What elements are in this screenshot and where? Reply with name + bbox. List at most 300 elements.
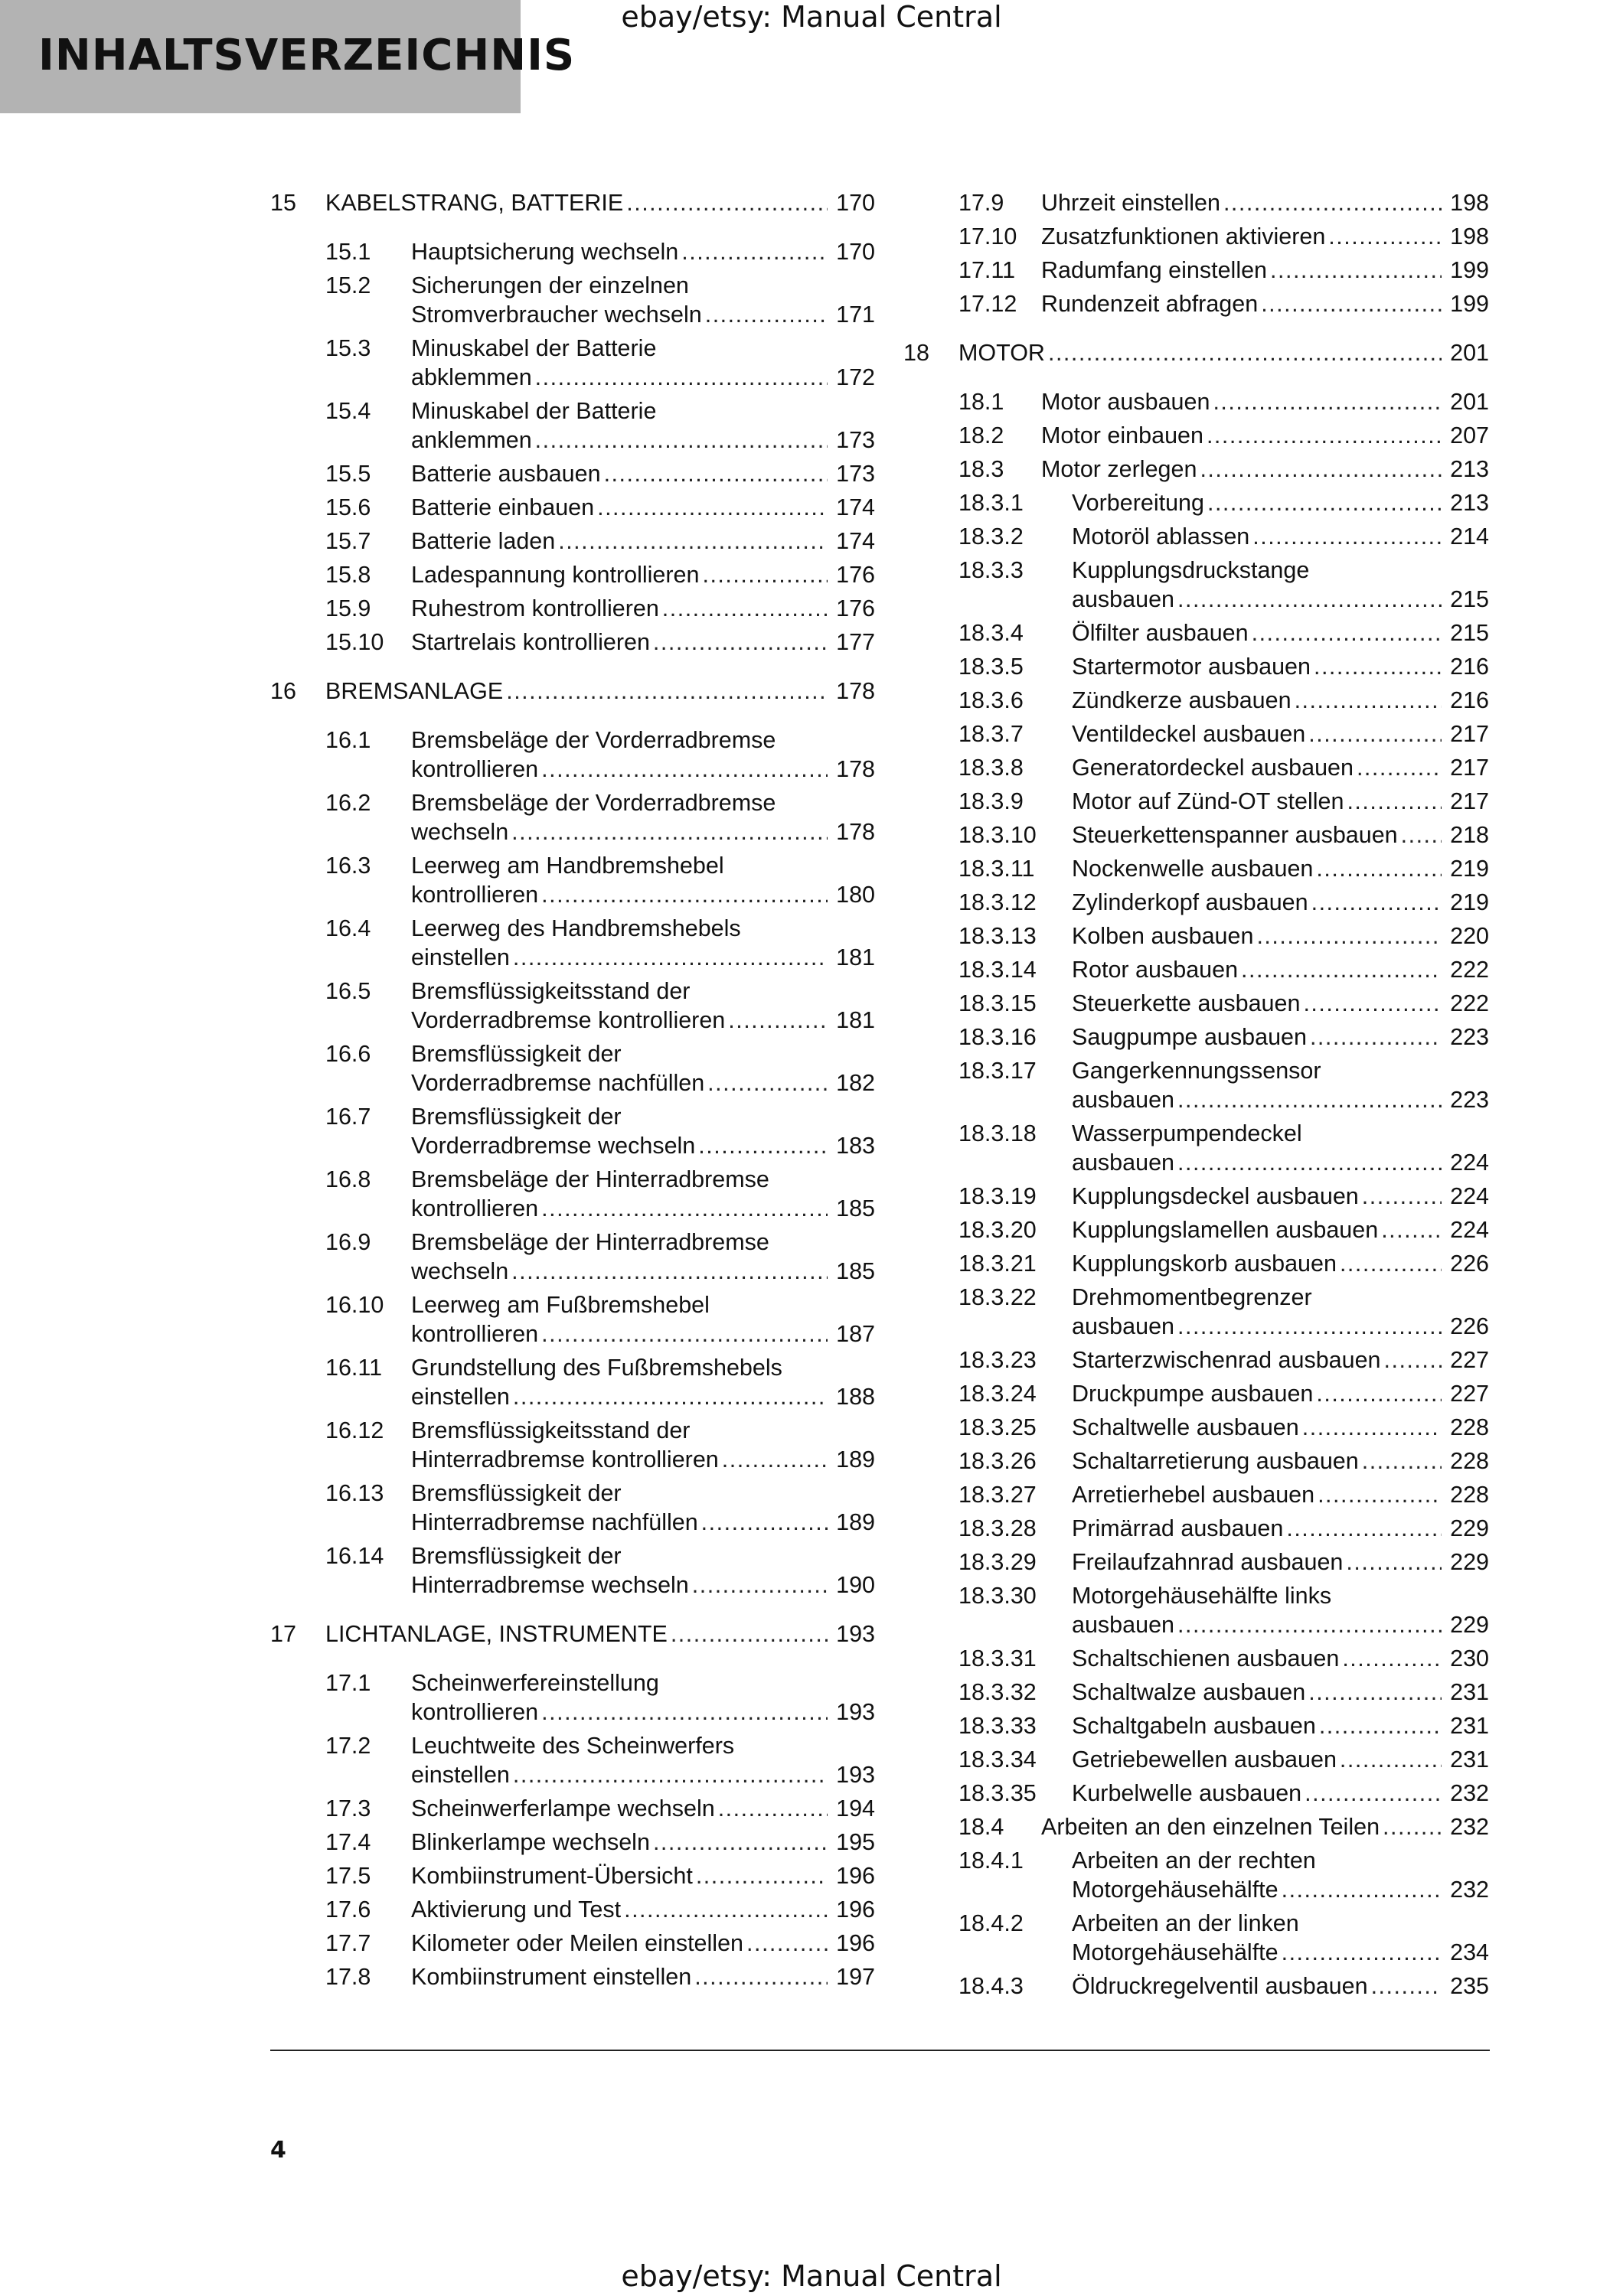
toc-entry-title-block <box>325 1619 875 1649</box>
toc-entry-number: 18.1 <box>958 389 1004 415</box>
toc-entry-title: Drehmomentbegrenzer <box>1072 1284 1312 1310</box>
toc-entry-page: 228 <box>1450 1482 1489 1508</box>
toc-leader-dots <box>1241 955 1442 984</box>
toc-entry-title: Kupplungskorb ausbauen <box>1072 1251 1337 1277</box>
toc-entry-page: 201 <box>1450 340 1489 366</box>
toc-entry-title-block <box>1072 1056 1489 1114</box>
toc-entry-title: Uhrzeit einstellen <box>1041 190 1220 216</box>
toc-entry[interactable] <box>903 1846 1489 1909</box>
toc-entry-number: 18.3.12 <box>958 889 1037 915</box>
toc-leader-dots <box>1311 888 1442 917</box>
toc-entry[interactable] <box>903 1249 1489 1283</box>
toc-leader-dots <box>1048 338 1442 367</box>
toc-entry[interactable] <box>903 1909 1489 1971</box>
toc-entry-page: 223 <box>1450 1024 1489 1050</box>
toc-entry[interactable] <box>270 560 875 594</box>
toc-entry-title: Leerweg des Handbremshebels <box>411 915 741 941</box>
toc-entry-number: 17.1 <box>325 1670 371 1696</box>
toc-leader-dots <box>506 677 828 706</box>
toc-entry[interactable] <box>903 522 1489 556</box>
toc-entry[interactable] <box>903 256 1489 289</box>
toc-entry-page: 227 <box>1450 1347 1489 1373</box>
toc-entry[interactable] <box>270 334 875 396</box>
toc-entry-title: Schaltwalze ausbauen <box>1072 1679 1306 1705</box>
toc-entry-page: 178 <box>836 756 875 782</box>
toc-entry-title-block <box>1041 289 1489 318</box>
toc-leader-dots <box>1318 1480 1442 1509</box>
toc-leader-dots <box>1384 1345 1442 1375</box>
toc-entry-title-block <box>411 1541 875 1600</box>
toc-entry[interactable] <box>903 753 1489 787</box>
toc-entry[interactable] <box>270 1794 875 1828</box>
toc-entry-title: Motoröl ablassen <box>1072 523 1250 550</box>
toc-entry[interactable] <box>270 851 875 914</box>
toc-entry-number: 15.6 <box>325 494 371 520</box>
toc-entry-page: 189 <box>836 1509 875 1535</box>
toc-leader-dots <box>513 943 828 972</box>
toc-entry-title: Vorbereitung <box>1072 490 1204 516</box>
toc-entry[interactable] <box>903 1548 1489 1581</box>
toc-entry[interactable] <box>270 1102 875 1165</box>
toc-entry-title: Grundstellung des Fußbremshebels <box>411 1355 782 1381</box>
toc-entry-page: 189 <box>836 1446 875 1473</box>
toc-entry-page: 193 <box>836 1621 875 1647</box>
toc-entry-title-block <box>411 459 875 488</box>
toc-entry-title-block <box>1041 387 1489 416</box>
toc-entry-number: 16.14 <box>325 1543 384 1569</box>
toc-entry[interactable] <box>270 1929 875 1962</box>
toc-entry[interactable] <box>903 1581 1489 1644</box>
toc-entry-title: Kombiinstrument-Übersicht <box>411 1863 693 1889</box>
toc-entry[interactable] <box>903 1644 1489 1678</box>
toc-entry[interactable] <box>903 921 1489 955</box>
toc-entry-title-continued: ausbauen <box>1072 586 1174 612</box>
toc-leader-dots <box>1357 753 1442 782</box>
toc-entry-title-block <box>411 977 875 1035</box>
toc-entry[interactable] <box>270 1165 875 1228</box>
toc-entry[interactable] <box>903 1711 1489 1745</box>
toc-leader-dots <box>692 1570 828 1600</box>
toc-entry-title-continued: wechseln <box>411 819 509 845</box>
toc-entry-title-block <box>1072 1745 1489 1774</box>
toc-entry-title-block <box>411 628 875 657</box>
toc-entry[interactable] <box>903 1379 1489 1413</box>
toc-entry-page: 196 <box>836 1930 875 1956</box>
toc-entry-number: 18.3.20 <box>958 1217 1037 1243</box>
toc-leader-dots <box>694 1962 828 1991</box>
toc-leader-dots <box>1362 1446 1442 1476</box>
toc-entry-title: Motorgehäusehälfte links <box>1072 1583 1332 1609</box>
toc-entry[interactable] <box>903 387 1489 421</box>
toc-entry-number: 16.13 <box>325 1480 384 1506</box>
toc-entry-title-block <box>411 1962 875 1991</box>
toc-entry-title-block <box>1072 1909 1489 1967</box>
toc-entry-title: MOTOR <box>958 340 1045 366</box>
toc-entry-number: 18.3.26 <box>958 1448 1037 1474</box>
toc-entry-title-block <box>1072 1581 1489 1639</box>
toc-entry-page: 207 <box>1450 422 1489 448</box>
toc-leader-dots <box>558 527 828 556</box>
toc-entry[interactable] <box>270 527 875 560</box>
toc-leader-dots <box>705 300 828 329</box>
toc-entry[interactable] <box>903 1812 1489 1846</box>
toc-entry-title-block <box>411 1290 875 1349</box>
toc-entry-title: Ruhestrom kontrollieren <box>411 595 659 621</box>
toc-entry-number: 17.9 <box>958 190 1004 216</box>
toc-entry[interactable] <box>270 594 875 628</box>
toc-entry-page: 187 <box>836 1321 875 1347</box>
toc-entry-page: 235 <box>1450 1973 1489 1999</box>
toc-entry-page: 190 <box>836 1572 875 1598</box>
toc-entry-page: 224 <box>1450 1150 1489 1176</box>
toc-entry-title: Arbeiten an der linken <box>1072 1910 1299 1936</box>
toc-entry-number: 18.3.28 <box>958 1515 1037 1541</box>
toc-entry-page: 194 <box>836 1795 875 1821</box>
toc-entry-title-block <box>1072 1379 1489 1408</box>
toc-entry[interactable] <box>270 493 875 527</box>
toc-leader-dots <box>541 1319 828 1349</box>
toc-entry-page: 219 <box>1450 856 1489 882</box>
toc-entry-page: 214 <box>1450 523 1489 550</box>
toc-entry[interactable] <box>270 1353 875 1416</box>
toc-entry-title: Ventildeckel ausbauen <box>1072 721 1306 747</box>
toc-entry[interactable] <box>270 1039 875 1102</box>
toc-entry-title-continued: kontrollieren <box>411 1321 539 1347</box>
toc-entry-page: 198 <box>1450 223 1489 249</box>
toc-entry-number: 16.5 <box>325 978 371 1004</box>
toc-leader-dots <box>1282 1875 1442 1904</box>
toc-entry-number: 15.8 <box>325 562 371 588</box>
toc-entry-number: 18.3.14 <box>958 957 1037 983</box>
toc-entry[interactable] <box>903 556 1489 618</box>
toc-entry-title-block <box>411 396 875 455</box>
toc-entry-title-block <box>1072 854 1489 883</box>
toc-entry-page: 219 <box>1450 889 1489 915</box>
toc-entry-title-block <box>411 788 875 846</box>
toc-entry-page: 229 <box>1450 1515 1489 1541</box>
toc-entry[interactable] <box>903 1514 1489 1548</box>
toc-entry-page: 177 <box>836 629 875 655</box>
toc-entry[interactable] <box>903 955 1489 989</box>
toc-entry-page: 220 <box>1450 923 1489 949</box>
toc-entry[interactable] <box>270 977 875 1039</box>
toc-leader-dots <box>1256 921 1442 951</box>
toc-entry-page: 218 <box>1450 822 1489 848</box>
toc-entry-title-continued: Motorgehäusehälfte <box>1072 1877 1278 1903</box>
toc-entry[interactable] <box>270 271 875 334</box>
toc-entry-page: 197 <box>836 1964 875 1990</box>
toc-entry-page: 222 <box>1450 957 1489 983</box>
toc-entry-number: 18.3.5 <box>958 654 1024 680</box>
toc-entry[interactable] <box>903 1779 1489 1812</box>
toc-entry-page: 199 <box>1450 257 1489 283</box>
toc-entry-page: 173 <box>836 427 875 453</box>
toc-entry-title-block <box>1072 1283 1489 1341</box>
toc-entry-title-block <box>411 1794 875 1823</box>
toc-entry-title-block <box>411 1102 875 1160</box>
toc-entry-number: 18.4.2 <box>958 1910 1024 1936</box>
toc-entry-title-block <box>1072 1779 1489 1808</box>
toc-leader-dots <box>1347 787 1442 816</box>
toc-entry-page: 226 <box>1450 1251 1489 1277</box>
toc-leader-dots <box>698 1131 828 1160</box>
toc-entry[interactable] <box>903 338 1489 372</box>
toc-entry[interactable] <box>903 1182 1489 1215</box>
toc-leader-dots <box>1371 1971 1442 2001</box>
toc-entry-page: 217 <box>1450 788 1489 814</box>
toc-entry-title-block <box>1072 1249 1489 1278</box>
toc-leader-dots <box>653 1828 828 1857</box>
toc-entry-title-continued: kontrollieren <box>411 1195 539 1221</box>
toc-entry[interactable] <box>903 618 1489 652</box>
toc-leader-dots <box>1401 820 1442 850</box>
toc-entry-page: 231 <box>1450 1679 1489 1705</box>
toc-entry-title-block <box>958 338 1489 367</box>
toc-entry[interactable] <box>903 989 1489 1022</box>
toc-entry-title: Startrelais kontrollieren <box>411 629 650 655</box>
toc-entry-title-block <box>1041 421 1489 450</box>
toc-entry-number: 17.8 <box>325 1964 371 1990</box>
toc-entry-number: 16 <box>270 678 296 704</box>
toc-entry-number: 18.3.9 <box>958 788 1024 814</box>
toc-leader-dots <box>541 755 828 784</box>
toc-entry-title: Minuskabel der Batterie <box>411 335 657 361</box>
toc-entry[interactable] <box>270 1861 875 1895</box>
toc-entry-title: Bremsflüssigkeit der <box>411 1543 622 1569</box>
toc-entry-page: 188 <box>836 1384 875 1410</box>
toc-entry-page: 185 <box>836 1258 875 1284</box>
toc-entry[interactable] <box>270 1895 875 1929</box>
toc-entry-title-continued: kontrollieren <box>411 1699 539 1725</box>
toc-entry-title: Kombiinstrument einstellen <box>411 1964 692 1990</box>
toc-entry[interactable] <box>903 1745 1489 1779</box>
toc-entry-page: 228 <box>1450 1414 1489 1440</box>
toc-leader-dots <box>696 1861 828 1890</box>
toc-entry-number: 18.3.7 <box>958 721 1024 747</box>
toc-entry-title: Arbeiten an der rechten <box>1072 1848 1316 1874</box>
toc-leader-dots <box>1362 1182 1442 1211</box>
toc-leader-dots <box>1346 1548 1442 1577</box>
toc-leader-dots <box>1252 618 1442 647</box>
toc-entry-title-block <box>411 1828 875 1857</box>
toc-entry-number: 18.3.29 <box>958 1549 1037 1575</box>
toc-entry[interactable] <box>903 1446 1489 1480</box>
toc-entry-title-block <box>411 726 875 784</box>
toc-entry-title: Getriebewellen ausbauen <box>1072 1746 1337 1773</box>
toc-entry-title: Ladespannung kontrollieren <box>411 562 700 588</box>
toc-entry[interactable] <box>903 1480 1489 1514</box>
toc-left-column <box>270 188 875 1996</box>
toc-entry-title: LICHTANLAGE, INSTRUMENTE <box>325 1621 668 1647</box>
toc-leader-dots <box>1310 1022 1442 1052</box>
toc-entry-title-block <box>325 188 875 217</box>
toc-entry-title-continued: Hinterradbremse kontrollieren <box>411 1446 719 1473</box>
toc-entry[interactable] <box>903 488 1489 522</box>
toc-entry[interactable] <box>270 1479 875 1541</box>
toc-entry[interactable] <box>903 455 1489 488</box>
toc-leader-dots <box>1177 1085 1442 1114</box>
toc-entry-title-block <box>411 1416 875 1474</box>
watermark-top: ebay/etsy: Manual Central <box>621 0 1002 34</box>
toc-entry-page: 234 <box>1450 1939 1489 1965</box>
toc-entry[interactable] <box>903 421 1489 455</box>
toc-entry[interactable] <box>270 1828 875 1861</box>
toc-leader-dots <box>1295 686 1442 715</box>
toc-entry-title-block <box>411 851 875 909</box>
toc-entry-number: 18.3.35 <box>958 1780 1037 1806</box>
toc-entry-page: 227 <box>1450 1381 1489 1407</box>
toc-entry-number: 16.9 <box>325 1229 371 1255</box>
toc-entry-number: 16.3 <box>325 853 371 879</box>
toc-leader-dots <box>1305 1779 1442 1808</box>
toc-entry[interactable] <box>903 719 1489 753</box>
toc-entry[interactable] <box>903 289 1489 323</box>
toc-entry-title: Starterzwischenrad ausbauen <box>1072 1347 1381 1373</box>
toc-leader-dots <box>1316 854 1442 883</box>
toc-entry[interactable] <box>903 188 1489 222</box>
toc-entry[interactable] <box>903 1678 1489 1711</box>
toc-leader-dots <box>535 363 828 392</box>
toc-entry[interactable] <box>903 854 1489 888</box>
toc-entry[interactable] <box>270 1731 875 1794</box>
toc-entry[interactable] <box>903 1345 1489 1379</box>
toc-entry-number: 18.3.22 <box>958 1284 1037 1310</box>
toc-entry-title-block <box>411 1479 875 1537</box>
toc-entry[interactable] <box>903 820 1489 854</box>
toc-entry-number: 16.10 <box>325 1292 384 1318</box>
toc-entry-title-block <box>411 594 875 623</box>
toc-right-column <box>903 188 1489 2005</box>
toc-entry-number: 15.3 <box>325 335 371 361</box>
toc-entry-title-continued: einstellen <box>411 944 510 970</box>
toc-entry-page: 232 <box>1450 1814 1489 1840</box>
toc-entry[interactable] <box>270 1541 875 1604</box>
toc-entry[interactable] <box>270 188 875 222</box>
toc-entry[interactable] <box>903 1283 1489 1345</box>
toc-entry-title: Bremsflüssigkeitsstand der <box>411 1417 691 1443</box>
toc-entry-number: 15.10 <box>325 629 384 655</box>
toc-leader-dots <box>1340 1249 1442 1278</box>
toc-entry-title: Blinkerlampe wechseln <box>411 1829 650 1855</box>
toc-entry-number: 15 <box>270 190 296 216</box>
page-number: 4 <box>270 2137 286 2164</box>
toc-entry[interactable] <box>270 677 875 710</box>
toc-entry[interactable] <box>270 726 875 788</box>
toc-entry-title: Arbeiten an den einzelnen Teilen <box>1041 1814 1380 1840</box>
toc-entry-page: 171 <box>836 302 875 328</box>
toc-entry-page: 176 <box>836 562 875 588</box>
toc-entry-number: 18.3.16 <box>958 1024 1037 1050</box>
toc-entry-number: 18.3.10 <box>958 822 1037 848</box>
toc-entry[interactable] <box>903 1413 1489 1446</box>
toc-entry-title: Zündkerze ausbauen <box>1072 687 1292 713</box>
toc-entry-page: 176 <box>836 595 875 621</box>
toc-entry-page: 196 <box>836 1896 875 1923</box>
toc-leader-dots <box>701 1508 828 1537</box>
toc-entry-title: BREMSANLAGE <box>325 678 504 704</box>
toc-entry[interactable] <box>903 686 1489 719</box>
toc-entry-page: 232 <box>1450 1780 1489 1806</box>
toc-entry[interactable] <box>270 1290 875 1353</box>
toc-entry-title-block <box>411 1929 875 1958</box>
toc-entry-title-block <box>411 1895 875 1924</box>
toc-entry-number: 18.3.24 <box>958 1381 1037 1407</box>
toc-entry-title-block <box>1072 1644 1489 1673</box>
toc-entry[interactable] <box>903 888 1489 921</box>
toc-entry-title-block <box>1072 1119 1489 1177</box>
toc-entry[interactable] <box>903 1971 1489 2005</box>
toc-entry-number: 18.3.3 <box>958 557 1024 583</box>
toc-entry-page: 195 <box>836 1829 875 1855</box>
toc-entry-number: 17.2 <box>325 1733 371 1759</box>
toc-entry-number: 17 <box>270 1621 296 1647</box>
toc-entry-page: 170 <box>836 239 875 265</box>
toc-entry[interactable] <box>903 1022 1489 1056</box>
toc-entry-title-block <box>325 677 875 706</box>
toc-entry-title-block <box>1072 989 1489 1018</box>
toc-entry[interactable] <box>270 1962 875 1996</box>
toc-entry[interactable] <box>903 1215 1489 1249</box>
toc-leader-dots <box>1207 421 1442 450</box>
toc-entry-title-continued: Motorgehäusehälfte <box>1072 1939 1278 1965</box>
toc-entry-page: 224 <box>1450 1217 1489 1243</box>
toc-entry[interactable] <box>270 237 875 271</box>
toc-leader-dots <box>1177 1610 1442 1639</box>
watermark-bottom: ebay/etsy: Manual Central <box>621 2259 1002 2293</box>
toc-entry-title: Motor ausbauen <box>1041 389 1210 415</box>
toc-entry-page: 224 <box>1450 1183 1489 1209</box>
toc-entry-title: Startermotor ausbauen <box>1072 654 1311 680</box>
toc-entry[interactable] <box>903 1056 1489 1119</box>
toc-entry-page: 199 <box>1450 291 1489 317</box>
toc-entry-page: 201 <box>1450 389 1489 415</box>
toc-entry-title-block <box>1072 1678 1489 1707</box>
toc-entry-title: Rotor ausbauen <box>1072 957 1239 983</box>
toc-entry[interactable] <box>270 1416 875 1479</box>
toc-entry-page: 182 <box>836 1070 875 1096</box>
toc-entry[interactable] <box>903 1119 1489 1182</box>
toc-entry-number: 18.3.32 <box>958 1679 1037 1705</box>
toc-entry[interactable] <box>270 788 875 851</box>
toc-entry[interactable] <box>270 1668 875 1731</box>
toc-entry-number: 18.3.8 <box>958 755 1024 781</box>
toc-entry-number: 17.5 <box>325 1863 371 1889</box>
toc-entry-title: Kilometer oder Meilen einstellen <box>411 1930 743 1956</box>
toc-entry-number: 16.11 <box>325 1355 383 1381</box>
toc-leader-dots <box>681 237 828 266</box>
toc-entry[interactable] <box>270 628 875 661</box>
toc-entry[interactable] <box>270 1228 875 1290</box>
toc-entry-title-continued: Vorderradbremse kontrollieren <box>411 1007 726 1033</box>
toc-leader-dots <box>1261 289 1442 318</box>
toc-entry-title-block <box>1072 1446 1489 1476</box>
toc-entry-title-block <box>1072 1182 1489 1211</box>
toc-entry-title-block <box>1072 955 1489 984</box>
toc-entry-page: 173 <box>836 461 875 487</box>
toc-entry-number: 18.3.23 <box>958 1347 1037 1373</box>
toc-entry[interactable] <box>270 396 875 459</box>
toc-entry[interactable] <box>903 222 1489 256</box>
toc-entry-title-continued: Vorderradbremse nachfüllen <box>411 1070 705 1096</box>
toc-entry-title-block <box>1072 1971 1489 2001</box>
toc-leader-dots <box>722 1445 828 1474</box>
toc-entry[interactable] <box>903 652 1489 686</box>
toc-entry[interactable] <box>270 914 875 977</box>
toc-entry-title: Bremsflüssigkeitsstand der <box>411 978 691 1004</box>
toc-entry[interactable] <box>270 1619 875 1653</box>
toc-entry[interactable] <box>270 459 875 493</box>
toc-entry[interactable] <box>903 787 1489 820</box>
